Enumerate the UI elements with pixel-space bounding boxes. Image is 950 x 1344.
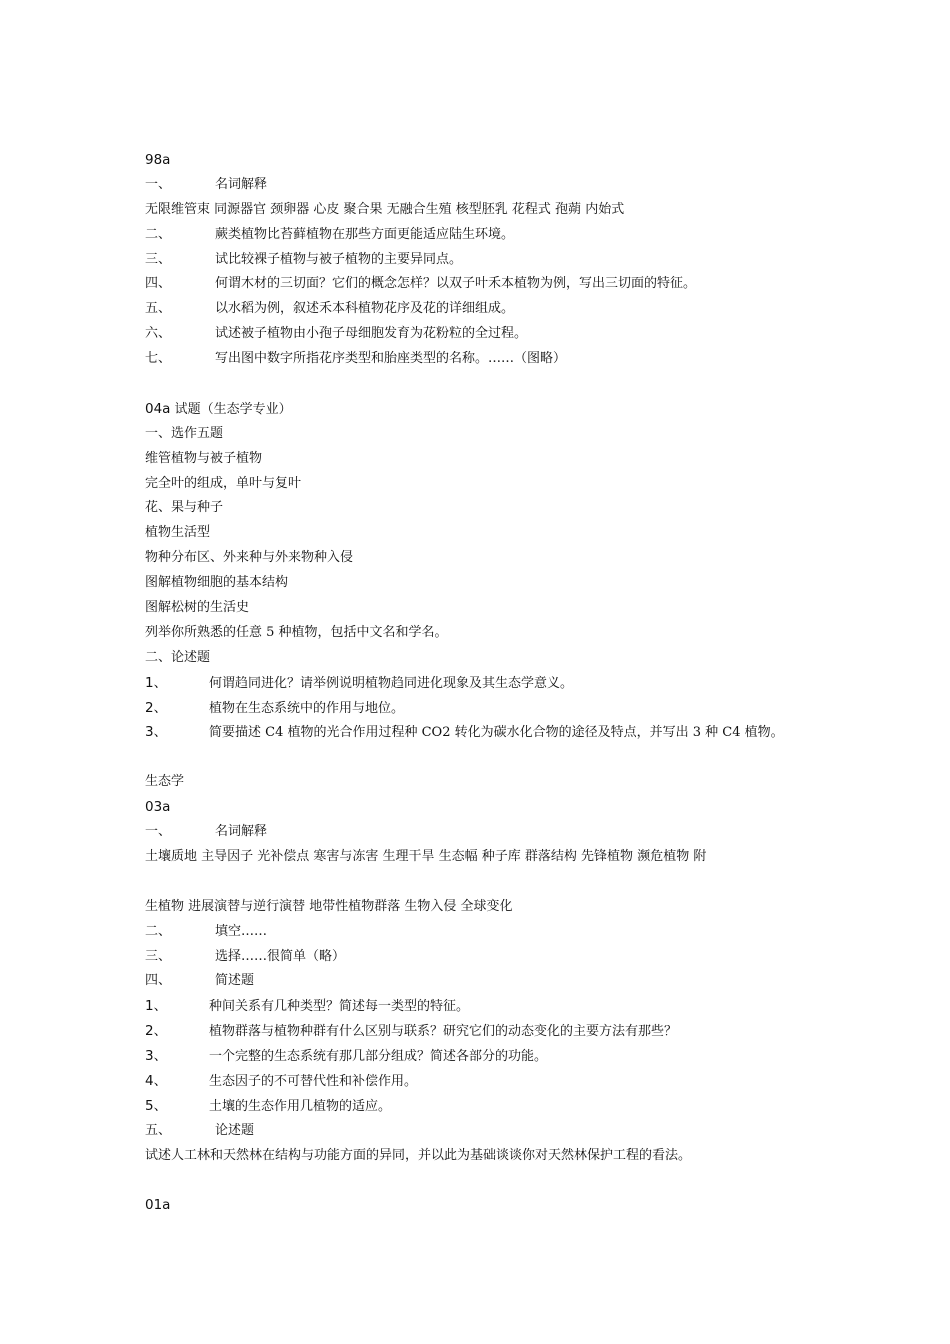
question-number: 三、 xyxy=(145,251,172,267)
essay-question-3 xyxy=(145,720,935,745)
exam-subtitle: 试题（生态学专业） xyxy=(174,401,292,417)
question-text: 何谓木材的三切面？它们的概念怎样？以双子叶禾本植物为例，写出三切面的特征。 xyxy=(215,276,697,292)
question-text: 试比较裸子植物与被子植物的主要异同点。 xyxy=(215,251,463,267)
question-3 xyxy=(145,248,935,273)
question-4 xyxy=(145,969,935,994)
question-number: 二、 xyxy=(145,226,172,242)
blank-line xyxy=(145,870,935,895)
short-answer-5 xyxy=(145,1094,935,1119)
question-number: 3、 xyxy=(145,1048,168,1065)
list-item: 物种分布区、外来种与外来物种入侵 xyxy=(145,550,354,566)
term-list: 无限维管束 同源器官 颈卵器 心皮 聚合果 无融合生殖 核型胚乳 花程式 孢蒴 内始式 xyxy=(145,201,625,217)
term-list-continued: 生植物 进展演替与逆行演替 地带性植物群落 生物入侵 全球变化 xyxy=(145,898,513,914)
question-text: 何谓趋同进化？请举例说明植物趋同进化现象及其生态学意义。 xyxy=(209,675,574,691)
question-text: 简要描述 C4 植物的光合作用过程种 CO2 转化为碳水化合物的途径及特点，并写出 3 种 C4 植物。 xyxy=(209,725,784,741)
section-heading: 一、选作五题 xyxy=(145,425,224,441)
essay-question-1 xyxy=(145,671,935,696)
list-item: 图解植物细胞的基本结构 xyxy=(145,575,289,591)
essay-prompt: 试述人工林和天然林在结构与功能方面的异同，并以此为基础谈谈你对天然林保护工程的看法。 xyxy=(145,1147,692,1163)
question-2 xyxy=(145,223,935,248)
question-number: 2、 xyxy=(145,699,168,716)
list-item: 图解松树的生活史 xyxy=(145,600,250,616)
question-6 xyxy=(145,322,935,347)
question-4 xyxy=(145,272,935,297)
question-text: 写出图中数字所指花序类型和胎座类型的名称。……（图略） xyxy=(215,351,567,367)
blank-line xyxy=(145,372,935,397)
list-item: 列举你所熟悉的任意 5 种植物，包括中文名和学名。 xyxy=(145,624,448,640)
question-1 xyxy=(145,173,935,198)
short-answer-3 xyxy=(145,1044,935,1069)
question-text: 论述题 xyxy=(215,1122,255,1138)
question-text: 一个完整的生态系统有那几部分组成？简述各部分的功能。 xyxy=(209,1049,548,1065)
list-item: 完全叶的组成，单叶与复叶 xyxy=(145,475,302,491)
question-number: 四、 xyxy=(145,973,172,989)
short-answer-2 xyxy=(145,1019,935,1044)
exam-title-98a: 98a xyxy=(145,152,171,168)
question-text: 填空…… xyxy=(215,923,268,939)
question-number: 六、 xyxy=(145,326,172,342)
question-number: 1、 xyxy=(145,674,168,691)
document-page xyxy=(145,148,935,1218)
blank-line xyxy=(145,745,935,770)
question-text: 蕨类植物比苔藓植物在那些方面更能适应陆生环境。 xyxy=(215,226,515,242)
question-number: 5、 xyxy=(145,1097,168,1114)
exam-code: 04a xyxy=(145,400,171,417)
exam-title-01a: 01a xyxy=(145,1197,171,1214)
question-text: 名词解释 xyxy=(215,824,268,840)
exam-title-04a xyxy=(145,397,935,422)
short-answer-4 xyxy=(145,1069,935,1094)
question-2 xyxy=(145,920,935,945)
question-text: 植物群落与植物种群有什么区别与联系？研究它们的动态变化的主要方法有那些？ xyxy=(209,1024,678,1040)
question-text: 试述被子植物由小孢子母细胞发育为花粉粒的全过程。 xyxy=(215,326,528,342)
section-heading: 二、论述题 xyxy=(145,649,211,665)
question-text: 以水稻为例，叙述禾本科植物花序及花的详细组成。 xyxy=(215,301,515,317)
question-text: 种间关系有几种类型？简述每一类型的特征。 xyxy=(209,999,470,1015)
list-item: 植物生活型 xyxy=(145,525,211,541)
question-number: 一、 xyxy=(145,824,172,840)
exam-title-03a: 03a xyxy=(145,799,171,816)
question-number: 4、 xyxy=(145,1072,168,1089)
question-number: 1、 xyxy=(145,998,168,1015)
question-text: 选择……很简单（略） xyxy=(215,948,346,964)
question-text: 生态因子的不可替代性和补偿作用。 xyxy=(209,1073,418,1089)
question-number: 3、 xyxy=(145,724,168,741)
question-number: 二、 xyxy=(145,923,172,939)
question-text: 简述题 xyxy=(215,973,255,989)
subject-heading: 生态学 xyxy=(145,774,185,790)
question-number: 三、 xyxy=(145,948,172,964)
blank-line xyxy=(145,1169,935,1194)
term-list: 土壤质地 主导因子 光补偿点 寒害与冻害 生理干旱 生态幅 种子库 群落结构 先锋植物 濒危植物 附 xyxy=(145,848,707,864)
question-1 xyxy=(145,820,935,845)
list-item: 维管植物与被子植物 xyxy=(145,450,263,466)
question-number: 五、 xyxy=(145,1122,172,1138)
question-number: 一、 xyxy=(145,176,172,192)
question-text: 植物在生态系统中的作用与地位。 xyxy=(209,700,405,716)
question-7 xyxy=(145,347,935,372)
question-number: 七、 xyxy=(145,351,172,367)
question-number: 四、 xyxy=(145,276,172,292)
question-5 xyxy=(145,297,935,322)
question-5 xyxy=(145,1119,935,1144)
question-number: 2、 xyxy=(145,1023,168,1040)
question-text: 名词解释 xyxy=(215,176,268,192)
question-3 xyxy=(145,945,935,970)
essay-question-2 xyxy=(145,696,935,721)
list-item: 花、果与种子 xyxy=(145,500,224,516)
short-answer-1 xyxy=(145,994,935,1019)
question-number: 五、 xyxy=(145,301,172,317)
question-text: 土壤的生态作用几植物的适应。 xyxy=(209,1098,392,1114)
